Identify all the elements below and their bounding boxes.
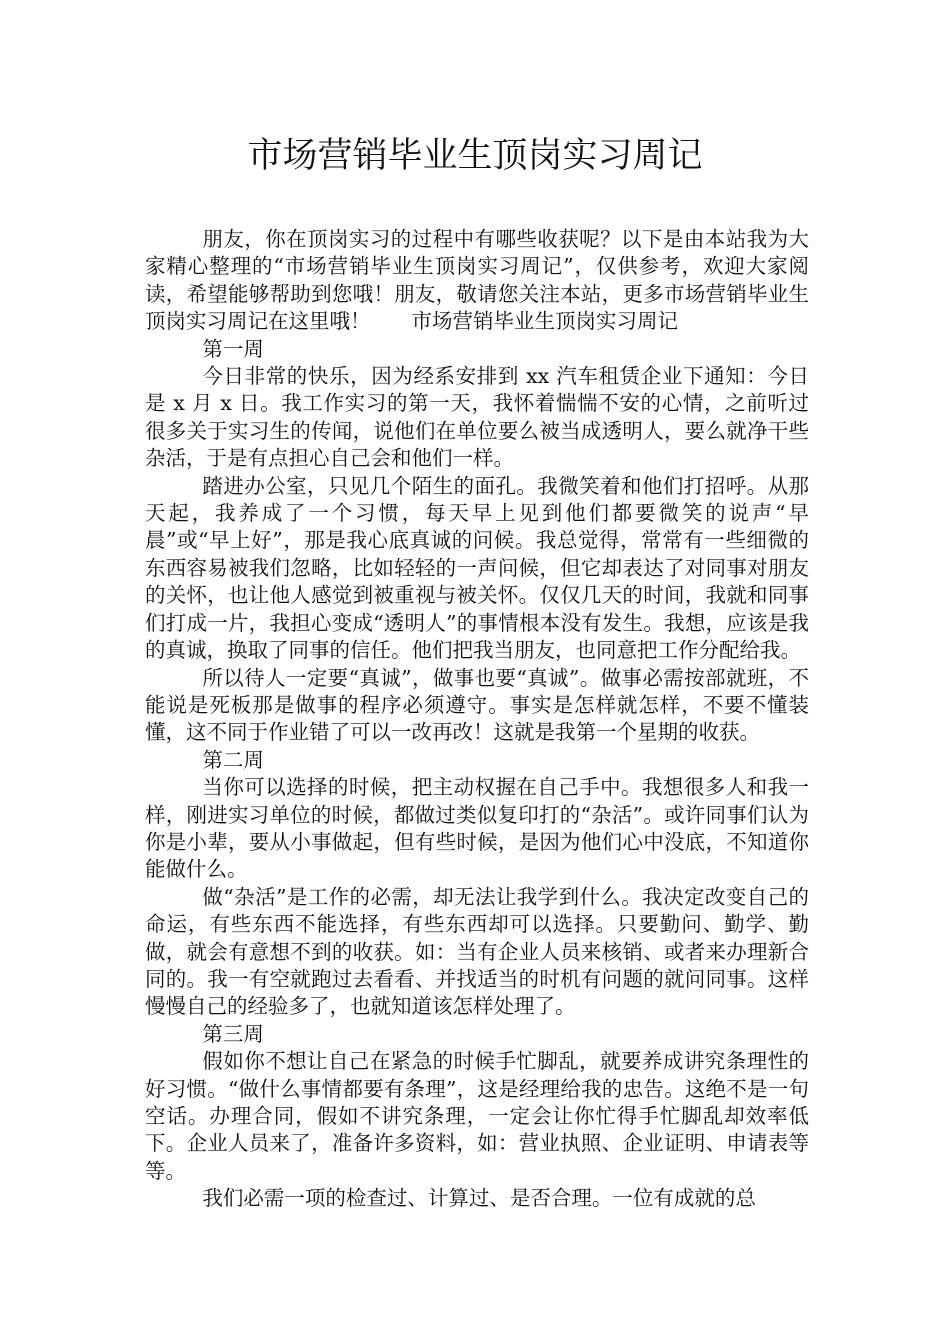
body-paragraph: 当你可以选择的时候，把主动权握在自己手中。我想很多人和我一样，刚进实习单位的时候，都做过类似复印打的“杂活”。或许同事们认为你是小辈，要从小事做起，但有些时候，是因为他们心中没底，不知道你能做什么。 xyxy=(145,775,809,882)
body-paragraph: 假如你不想让自己在紧急的时候手忙脚乱，就要养成讲究条理性的好习惯。“做什么事情都要有条理”，这是经理给我的忠告。这绝不是一句空话。办理合同，假如不讲究条理，一定会让你忙得手忙脚乱却效率低下。企业人员来了，准备许多资料，如：营业执照、企业证明、申请表等等。 xyxy=(145,1049,809,1183)
week-heading: 第一周 xyxy=(202,336,264,361)
week-heading: 第三周 xyxy=(202,1021,264,1046)
body-paragraph: 做“杂活”是工作的必需，却无法让我学到什么。我决定改变自己的命运，有些东西不能选择，有些东西却可以选择。只要勤问、勤学、勤做，就会有意想不到的收获。如：当有企业人员来核销、或者来办理新合同的。我一有空就跑过去看看、并找适当的时机有问题的就问同事。这样慢慢自己的经验多了，也就知道该怎样处理了。 xyxy=(145,884,809,1019)
body-paragraph: 踏进办公室，只见几个陌生的面孔。我微笑着和他们打招呼。从那天起，我养成了一个习惯，每天早上见到他们都要微笑的说声“早晨”或“早上好”，那是我心底真诚的问候。我总觉得，常常有一些细微的东西容易被我们忽略，比如轻轻的一声问候，但它却表达了对同事对朋友的关怀，也让他人感觉到被重视与被关怀。仅仅几天的时间，我就和同事们打成一片，我担心变成“透明人”的事情根本没有发生。我想，应该是我的真诚，换取了同事的信任。他们把我当朋友，也同意把工作分配给我。 xyxy=(145,473,809,663)
document-body xyxy=(145,226,809,1213)
week-heading: 第二周 xyxy=(202,747,264,772)
body-paragraph: 所以待人一定要“真诚”，做事也要“真诚”。做事必需按部就班，不能说是死板那是做事的程序必须遵守。事实是怎样就怎样，不要不懂装懂，这不同于作业错了可以一改再改！这就是我第一个星期的收获。 xyxy=(145,665,809,745)
intro-paragraph: 朋友，你在顶岗实习的过程中有哪些收获呢？以下是由本站我为大家精心整理的“市场营销毕业生顶岗实习周记”，仅供参考，欢迎大家阅读，希望能够帮助到您哦！朋友，敬请您关注本站，更多市场营销毕业生顶岗实习周记在这里哦！ 市场营销毕业生顶岗实习周记 xyxy=(145,227,809,334)
body-paragraph: 我们必需一项的检查过、计算过、是否合理。一位有成就的总 xyxy=(202,1186,756,1211)
document-title: 市场营销毕业生顶岗实习周记 xyxy=(247,136,703,176)
body-paragraph: 今日非常的快乐，因为经系安排到 xx 汽车租赁企业下通知：今日是 x 月 x 日。我工作实习的第一天，我怀着惴惴不安的心情，之前听过很多关于实习生的传闻，说他们在单位要么被当成透明人，要么就净干些杂活，于是有点担心自己会和他们一样。 xyxy=(145,364,809,471)
